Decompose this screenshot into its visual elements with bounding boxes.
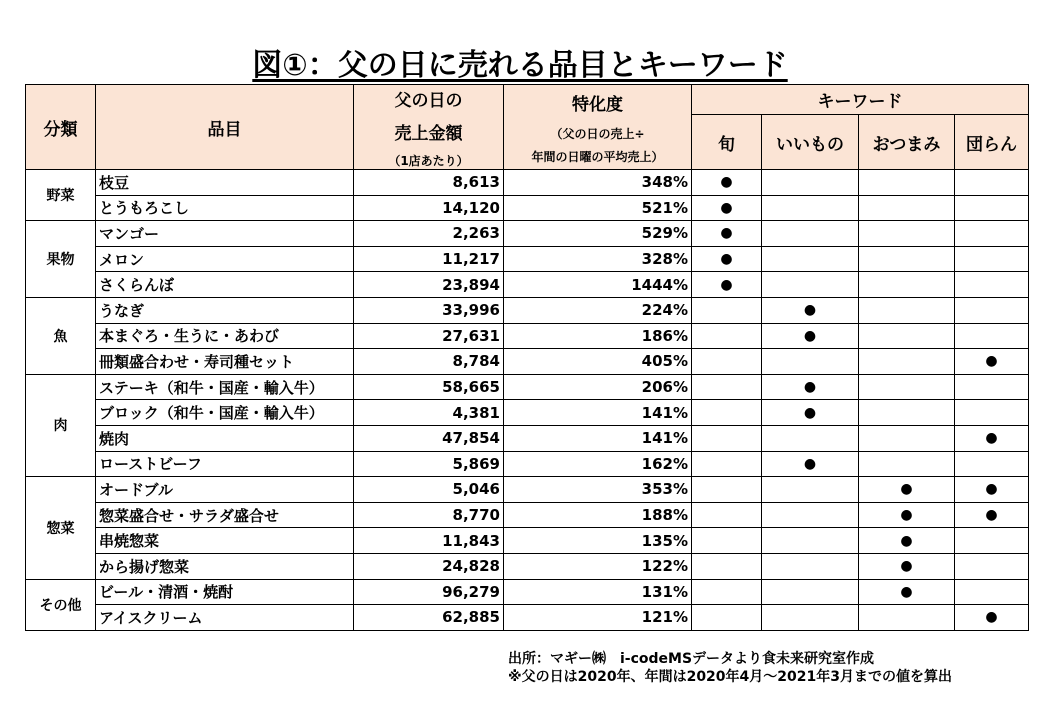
kw-danran-cell <box>955 246 1029 272</box>
sales-cell: 47,854 <box>354 425 504 451</box>
kw-otsumami-cell: ● <box>859 528 955 554</box>
table-row <box>26 400 1029 426</box>
specialization-cell: 529% <box>504 221 692 247</box>
header-kw-danran: 団らん <box>955 115 1029 170</box>
item-cell: 枝豆 <box>96 170 354 196</box>
table-row <box>26 553 1029 579</box>
kw-iimono-cell: ● <box>762 451 859 477</box>
sales-cell: 11,843 <box>354 528 504 554</box>
table-row <box>26 323 1029 349</box>
sales-cell: 33,996 <box>354 297 504 323</box>
item-cell: マンゴー <box>96 221 354 247</box>
page-title: 図①：父の日に売れる品目とキーワード <box>252 48 788 83</box>
kw-otsumami-cell <box>859 605 955 631</box>
kw-iimono-cell <box>762 170 859 196</box>
kw-otsumami-cell <box>859 195 955 221</box>
kw-danran-cell: ● <box>955 477 1029 503</box>
kw-iimono-cell <box>762 579 859 605</box>
header-kw-shun: 旬 <box>692 115 762 170</box>
kw-otsumami-cell: ● <box>859 579 955 605</box>
kw-shun-cell: ● <box>692 272 762 298</box>
kw-shun-cell: ● <box>692 195 762 221</box>
item-cell: アイスクリーム <box>96 605 354 631</box>
category-cell: 肉 <box>26 374 96 476</box>
kw-shun-cell: ● <box>692 246 762 272</box>
kw-iimono-cell <box>762 528 859 554</box>
kw-shun-cell <box>692 477 762 503</box>
sales-cell: 23,894 <box>354 272 504 298</box>
source-note: 出所：マギー㈱ i-codeMSデータより食未来研究室作成 ※父の日は2020年、年間は2020年4月～2021年3月までの値を算出 <box>508 651 952 685</box>
table-row <box>26 221 1029 247</box>
kw-otsumami-cell: ● <box>859 477 955 503</box>
table-row <box>26 502 1029 528</box>
specialization-cell: 188% <box>504 502 692 528</box>
sales-cell: 5,046 <box>354 477 504 503</box>
table-row <box>26 605 1029 631</box>
kw-iimono-cell <box>762 425 859 451</box>
table-row <box>26 170 1029 196</box>
kw-iimono-cell <box>762 605 859 631</box>
item-cell: 惣菜盛合せ・サラダ盛合せ <box>96 502 354 528</box>
sales-cell: 8,770 <box>354 502 504 528</box>
kw-danran-cell <box>955 221 1029 247</box>
kw-shun-cell <box>692 374 762 400</box>
kw-otsumami-cell: ● <box>859 553 955 579</box>
kw-iimono-cell: ● <box>762 323 859 349</box>
kw-otsumami-cell <box>859 221 955 247</box>
kw-shun-cell <box>692 502 762 528</box>
kw-danran-cell <box>955 195 1029 221</box>
specialization-cell: 224% <box>504 297 692 323</box>
item-cell: から揚げ惣菜 <box>96 553 354 579</box>
category-cell: 果物 <box>26 221 96 298</box>
kw-iimono-cell <box>762 502 859 528</box>
header-keyword: キーワード <box>692 85 1029 115</box>
category-cell: 惣菜 <box>26 477 96 579</box>
kw-iimono-cell <box>762 195 859 221</box>
kw-danran-cell <box>955 374 1029 400</box>
table-row <box>26 349 1029 375</box>
kw-iimono-cell <box>762 477 859 503</box>
specialization-cell: 405% <box>504 349 692 375</box>
kw-danran-cell <box>955 297 1029 323</box>
header-item: 品目 <box>96 85 354 170</box>
kw-shun-cell <box>692 297 762 323</box>
kw-otsumami-cell <box>859 349 955 375</box>
item-cell: 冊類盛合わせ・寿司種セット <box>96 349 354 375</box>
item-cell: うなぎ <box>96 297 354 323</box>
item-cell: 串焼惣菜 <box>96 528 354 554</box>
table-row <box>26 528 1029 554</box>
kw-otsumami-cell <box>859 451 955 477</box>
kw-shun-cell <box>692 605 762 631</box>
header-sales: 父の日の 売上金額 （1店あたり） <box>354 85 504 170</box>
kw-otsumami-cell <box>859 400 955 426</box>
category-cell: その他 <box>26 579 96 630</box>
header-kw-iimono: いいもの <box>762 115 859 170</box>
specialization-cell: 328% <box>504 246 692 272</box>
sales-cell: 2,263 <box>354 221 504 247</box>
specialization-cell: 141% <box>504 400 692 426</box>
table-row <box>26 272 1029 298</box>
kw-otsumami-cell <box>859 170 955 196</box>
specialization-cell: 353% <box>504 477 692 503</box>
table-row <box>26 579 1029 605</box>
table-body <box>26 170 1029 631</box>
table-row <box>26 297 1029 323</box>
table-row <box>26 477 1029 503</box>
specialization-cell: 141% <box>504 425 692 451</box>
sales-cell: 24,828 <box>354 553 504 579</box>
kw-shun-cell <box>692 553 762 579</box>
item-cell: メロン <box>96 246 354 272</box>
kw-shun-cell <box>692 528 762 554</box>
sales-cell: 8,784 <box>354 349 504 375</box>
kw-danran-cell <box>955 170 1029 196</box>
kw-iimono-cell: ● <box>762 374 859 400</box>
kw-iimono-cell <box>762 272 859 298</box>
kw-otsumami-cell: ● <box>859 502 955 528</box>
kw-shun-cell: ● <box>692 170 762 196</box>
specialization-cell: 162% <box>504 451 692 477</box>
kw-danran-cell: ● <box>955 605 1029 631</box>
kw-otsumami-cell <box>859 425 955 451</box>
sales-cell: 8,613 <box>354 170 504 196</box>
kw-shun-cell: ● <box>692 221 762 247</box>
header-kw-otsumami: おつまみ <box>859 115 955 170</box>
kw-iimono-cell <box>762 349 859 375</box>
sales-cell: 11,217 <box>354 246 504 272</box>
specialization-cell: 186% <box>504 323 692 349</box>
kw-iimono-cell: ● <box>762 400 859 426</box>
kw-shun-cell <box>692 579 762 605</box>
item-cell: 焼肉 <box>96 425 354 451</box>
item-cell: ビール・清酒・焼酎 <box>96 579 354 605</box>
kw-danran-cell: ● <box>955 349 1029 375</box>
kw-danran-cell <box>955 323 1029 349</box>
keyword-table <box>25 84 1029 631</box>
kw-shun-cell <box>692 451 762 477</box>
kw-shun-cell <box>692 349 762 375</box>
item-cell: ローストビーフ <box>96 451 354 477</box>
kw-otsumami-cell <box>859 272 955 298</box>
sales-cell: 62,885 <box>354 605 504 631</box>
sales-cell: 14,120 <box>354 195 504 221</box>
kw-iimono-cell <box>762 246 859 272</box>
kw-danran-cell <box>955 272 1029 298</box>
specialization-cell: 122% <box>504 553 692 579</box>
item-cell: とうもろこし <box>96 195 354 221</box>
category-cell: 野菜 <box>26 170 96 221</box>
kw-otsumami-cell <box>859 374 955 400</box>
specialization-cell: 206% <box>504 374 692 400</box>
header-specialization: 特化度 （父の日の売上÷ 年間の日曜の平均売上） <box>504 85 692 170</box>
sales-cell: 27,631 <box>354 323 504 349</box>
table-row <box>26 246 1029 272</box>
kw-iimono-cell <box>762 221 859 247</box>
kw-danran-cell <box>955 553 1029 579</box>
kw-iimono-cell: ● <box>762 297 859 323</box>
kw-shun-cell <box>692 425 762 451</box>
kw-otsumami-cell <box>859 246 955 272</box>
specialization-cell: 521% <box>504 195 692 221</box>
kw-otsumami-cell <box>859 297 955 323</box>
table-row <box>26 195 1029 221</box>
kw-danran-cell <box>955 451 1029 477</box>
item-cell: さくらんぼ <box>96 272 354 298</box>
item-cell: ステーキ（和牛・国産・輸入牛） <box>96 374 354 400</box>
kw-shun-cell <box>692 323 762 349</box>
sales-cell: 5,869 <box>354 451 504 477</box>
kw-danran-cell <box>955 579 1029 605</box>
kw-danran-cell <box>955 528 1029 554</box>
kw-danran-cell: ● <box>955 425 1029 451</box>
item-cell: ブロック（和牛・国産・輸入牛） <box>96 400 354 426</box>
item-cell: オードブル <box>96 477 354 503</box>
kw-otsumami-cell <box>859 323 955 349</box>
specialization-cell: 131% <box>504 579 692 605</box>
sales-cell: 96,279 <box>354 579 504 605</box>
kw-shun-cell <box>692 400 762 426</box>
table-row <box>26 451 1029 477</box>
specialization-cell: 135% <box>504 528 692 554</box>
table-row <box>26 374 1029 400</box>
sales-cell: 4,381 <box>354 400 504 426</box>
kw-danran-cell: ● <box>955 502 1029 528</box>
specialization-cell: 121% <box>504 605 692 631</box>
header-category: 分類 <box>26 85 96 170</box>
specialization-cell: 1444% <box>504 272 692 298</box>
item-cell: 本まぐろ・生うに・あわび <box>96 323 354 349</box>
kw-danran-cell <box>955 400 1029 426</box>
category-cell: 魚 <box>26 297 96 374</box>
table-row <box>26 425 1029 451</box>
sales-cell: 58,665 <box>354 374 504 400</box>
specialization-cell: 348% <box>504 170 692 196</box>
kw-iimono-cell <box>762 553 859 579</box>
